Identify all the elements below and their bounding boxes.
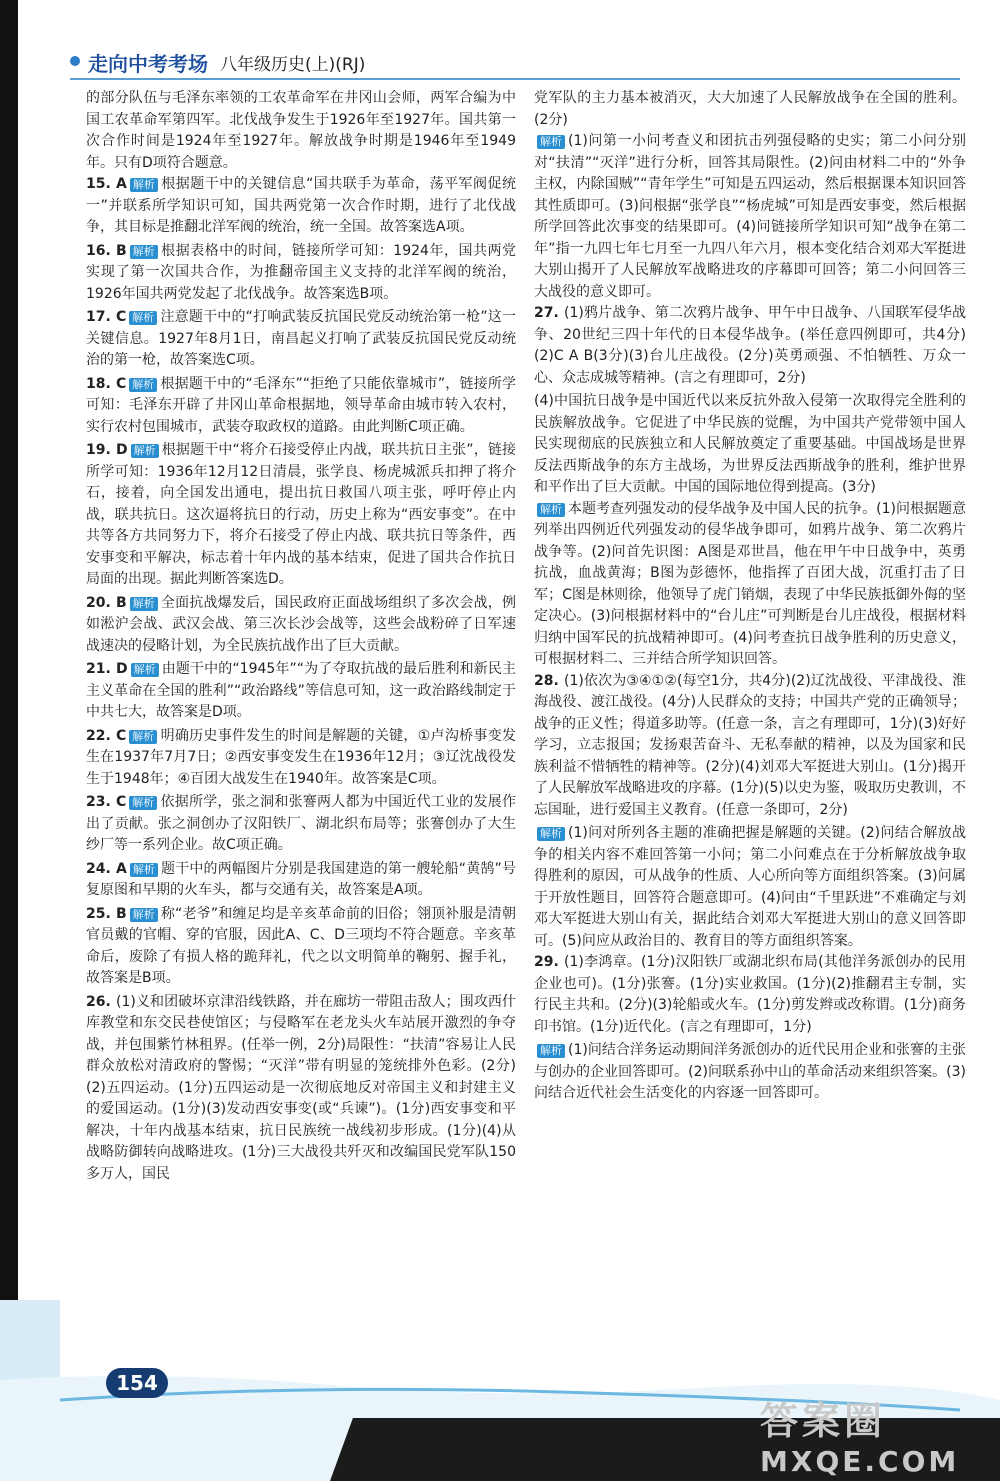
item-text: (1)义和团破坏京津沿线铁路，并在廊坊一带阻击敌人；围攻西什库教堂和东交民巷使馆区；与侵略军在老龙头火车站展开激烈的争夺战，并包围紫竹林租界。(任举一例，2分)局限性：“扶清”容易让人民群众放松对清政府的警惕；“灭洋”带有明显的笼统排外色彩。(2分)(2)五四运动。(1分)五四运动是一次彻底地反对帝国主义和封建主义的爱国运动。(1分)(3)发动西安事变(或“兵谏”)。(1分)西安事变和平解决，十年内战基本结束，抗日民族统一战线初步形成。(1分)(4)从战略防御转向战略进攻。(1分)三大战役共歼灭和改编国民党军队150多万人，国民 bbox=[86, 993, 516, 1182]
answer-letter: C bbox=[116, 375, 127, 392]
analysis-tag: 解析 bbox=[129, 378, 157, 392]
item-text: 本题考查列强发动的侵华战争及中国人民的抗争。(1)问根据题意列举出四例近代列强发动的侵华战争即可，如鸦片战争、第二次鸦片战争等。(2)问首先识图：A图是邓世昌，他在甲午中日战争中，英勇抗战，血战黄海；B图为彭德怀，他指挥了百团大战，沉重打击了日军；C图是林则徐，他领导了虎门销烟，表现了中华民族抵御外侮的坚定决心。(3)问根据材料中的“台儿庄”可判断是台儿庄战役，根据材料归纳中国军民的抗战精神即可。(4)问考查抗日战争胜利的历史意义，可根据材料二、三并结合所学知识回答。 bbox=[534, 500, 966, 667]
analysis-tag: 解析 bbox=[130, 863, 158, 877]
analysis-tag: 解析 bbox=[131, 663, 159, 677]
answer-letter: D bbox=[116, 661, 128, 677]
analysis-tag: 解析 bbox=[130, 178, 158, 192]
analysis-tag: 解析 bbox=[537, 135, 565, 149]
question-number: 19. bbox=[86, 442, 111, 458]
item-text: 党军队的主力基本被消灭，大大加速了人民解放战争在全国的胜利。(2分) bbox=[534, 90, 966, 128]
item-text: 明确历史事件发生的时间是解题的关键，①卢沟桥事变发生在1937年7月7日；②西安事变发生在1936年12月；③辽沈战役发生于1948年；④百团大战发生在1940年。故答案是C项。 bbox=[86, 727, 516, 787]
analysis-block bbox=[534, 1040, 966, 1105]
answer-letter: C bbox=[116, 309, 127, 325]
item-text: (1)问对所列各主题的准确把握是解题的关键。(2)问结合解放战争的相关内容不难回答第一小问；第二小问难点在于分析解放战争取得胜利的原因，可从战争的性质、人心所向等方面组织答案。(3)问属于开放性题目，回答符合题意即可。(4)问由“千里跃进”不难确定与刘邓大军挺进大别山有关，据此结合刘邓大军挺进大别山的意义回答即可。(5)问应从政治目的、教育目的等方面组织答案。 bbox=[534, 825, 966, 949]
question-number: 16. bbox=[86, 242, 111, 259]
text-paragraph bbox=[534, 391, 966, 499]
answer-item bbox=[86, 241, 516, 306]
page-number: 154 bbox=[106, 1368, 168, 1398]
answer-item bbox=[86, 374, 516, 439]
item-text: (1)鸦片战争、第二次鸦片战争、甲午中日战争、八国联军侵华战争、20世纪三四十年代的日本侵华战争。(举任意四例即可，共4分)(2)C A B(3分)(3)台儿庄战役。(2分)英勇顽强、不怕牺牲、万众一心、众志成城等精神。(言之有理即可，2分) bbox=[534, 305, 966, 386]
analysis-tag: 解析 bbox=[537, 827, 565, 841]
answer-item bbox=[86, 992, 516, 1186]
item-text: 依据所学，张之洞和张謇两人都为中国近代工业的发展作出了贡献。张之洞创办了汉阳铁厂、湖北织布局等；张謇创办了大生纱厂等一系列企业。故C项正确。 bbox=[86, 794, 516, 853]
answer-item bbox=[86, 726, 516, 791]
item-text: 题干中的两幅图片分别是我国建造的第一艘轮船“黄鹄”号复原图和早期的火车头，都与交通有关，故答案是A项。 bbox=[86, 860, 516, 898]
answer-item bbox=[86, 593, 516, 658]
item-text: (4)中国抗日战争是中国近代以来反抗外敌入侵第一次取得完全胜利的民族解放战争。它促进了中华民族的觉醒，为中国共产党带领中国人民实现彻底的民族独立和人民解放奠定了重要基础。中国战场是世界反法西斯战争的东方主战场，为世界反法西斯战争的胜利，维护世界和平作出了巨大贡献。中国的国际地位得到提高。(3分) bbox=[534, 393, 966, 495]
watermark-line-1: 答案圈 bbox=[760, 1399, 887, 1443]
item-text: (1)李鸿章。(1分)汉阳铁厂或湖北织布局(其他洋务派创办的民用企业也可)。(1分)张謇。(1分)实业救国。(1分)(2)推翻君主专制，实行民主共和。(2分)(3)轮船或火车。(1分)剪发辫或改称谓。(1分)商务印书馆。(1分)近代化。(言之有理即可，1分) bbox=[534, 954, 966, 1035]
answer-letter: B bbox=[116, 905, 127, 922]
analysis-tag: 解析 bbox=[130, 597, 158, 611]
analysis-tag: 解析 bbox=[537, 503, 565, 517]
analysis-tag: 解析 bbox=[130, 908, 158, 922]
answer-item bbox=[86, 904, 516, 990]
answer-item bbox=[86, 440, 516, 591]
answer-letter: C bbox=[116, 727, 127, 744]
answer-item bbox=[86, 174, 516, 239]
question-number: 29. bbox=[534, 954, 559, 970]
text-paragraph bbox=[86, 88, 516, 174]
answer-letter: A bbox=[116, 176, 127, 192]
site-watermark bbox=[760, 1390, 990, 1476]
analysis-tag: 解析 bbox=[131, 444, 159, 458]
answer-letter: B bbox=[116, 594, 127, 611]
item-text: 称“老爷”和缠足均是辛亥革命前的旧俗；翎顶补服是清朝官员戴的官帽、穿的官服，因此A、C、D三项均不符合题意。辛亥革命后，废除了有损人格的跪拜礼，代之以文明简单的鞠躬、握手礼，故答案是B项。 bbox=[86, 905, 516, 986]
page-edge-shadow bbox=[0, 0, 18, 1481]
watermark-line-2: MXQE.COM bbox=[760, 1445, 960, 1478]
answer-item bbox=[534, 952, 966, 1038]
answer-item bbox=[86, 859, 516, 902]
right-column bbox=[534, 88, 966, 1105]
analysis-tag: 解析 bbox=[129, 730, 157, 744]
item-text: (1)问第一小问考查义和团抗击列强侵略的史实；第二小问分别对“扶清”“灭洋”进行分析，回答其局限性。(2)问由材料二中的“外争主权，内除国贼”“青年学生”可知是五四运动，然后根据课本知识回答其性质即可。(3)问根据“张学良”“杨虎城”可知是西安事变，然后根据所学回答此次事变的结果即可。(4)问链接所学知识可知“战争在第二年”指一九四七年七月至一九四八年六月，根本变化结合刘邓大军挺进大别山揭开了人民解放军战略进攻的序幕即可回答；第二小问回答三大战役的意义即可。 bbox=[534, 133, 966, 300]
answer-item bbox=[534, 303, 966, 389]
question-number: 23. bbox=[86, 794, 111, 810]
item-text: 注意题干中的“打响武装反抗国民党反动统治第一枪”这一关键信息。1927年8月1日，南昌起义打响了武装反抗国民党反动统治的第一枪，故答案选C项。 bbox=[86, 309, 516, 368]
item-text: 由题干中的“1945年”“为了夺取抗战的最后胜利和新民主主义革命在全国的胜利”“政治路线”等信息可知，这一政治路线制定于中共七大，故答案是D项。 bbox=[86, 661, 516, 720]
item-text: (1)问结合洋务运动期间洋务派创办的近代民用企业和张謇的主张与创办的企业回答即可。(2)问联系孙中山的革命活动来组织答案。(3)问结合近代社会生活变化的内容逐一回答即可。 bbox=[534, 1042, 966, 1101]
question-number: 17. bbox=[86, 309, 111, 325]
item-text: 根据题干中的关键信息“国共联手为革命，荡平军阀促统一”并联系所学知识可知，国共两党第一次合作时期，进行了北伐战争，其目标是推翻北洋军阀的统治，统一全国。故答案选A项。 bbox=[86, 176, 516, 235]
question-number: 18. bbox=[86, 375, 111, 392]
question-number: 22. bbox=[86, 727, 111, 744]
question-number: 26. bbox=[86, 993, 111, 1010]
series-title: 走向中考考场 bbox=[88, 52, 208, 76]
analysis-block bbox=[534, 131, 966, 303]
answer-letter: C bbox=[116, 794, 127, 810]
item-text: 根据表格中的时间，链接所学可知：1924年，国共两党实现了第一次国共合作，为推翻帝国主义支持的北洋军阀的统治，1926年国共两党发起了北伐战争。故答案选B项。 bbox=[86, 242, 516, 302]
answer-item bbox=[534, 671, 966, 822]
item-text: (1)依次为③④①②(每空1分，共4分)(2)辽沈战役、平津战役、淮海战役、渡江战役。(4分)人民群众的支持；中国共产党的正确领导；战争的正义性；得道多助等。(任意一条，言之有理即可，1分)(3)好好学习，立志报国；发扬艰苦奋斗、无私奉献的精神，以及为国家和民族利益不惜牺牲的精神等。(2分)(4)刘邓大军挺进大别山。(1分)揭开了人民解放军战略进攻的序幕。(1分)(5)以史为鉴，吸取历史教训，不忘国耻，进行爱国主义教育。(任意一条即可，2分) bbox=[534, 672, 966, 818]
question-number: 27. bbox=[534, 305, 559, 321]
analysis-tag: 解析 bbox=[130, 245, 158, 259]
analysis-tag: 解析 bbox=[537, 1044, 565, 1058]
left-column bbox=[86, 88, 516, 1187]
answer-letter: A bbox=[116, 860, 127, 877]
question-number: 15. bbox=[86, 176, 111, 192]
question-number: 21. bbox=[86, 661, 111, 677]
page-header bbox=[70, 48, 960, 80]
book-title: 八年级历史(上)(RJ) bbox=[220, 55, 366, 75]
answer-letter: B bbox=[116, 242, 127, 259]
analysis-block bbox=[534, 499, 966, 671]
question-number: 28. bbox=[534, 672, 559, 689]
item-text: 全面抗战爆发后，国民政府正面战场组织了多次会战，例如淞沪会战、武汉会战、第三次长沙会战等，这些会战粉碎了日军速战速决的侵略计划，为全民族抗战作出了巨大贡献。 bbox=[86, 594, 516, 654]
header-bullet-icon bbox=[70, 56, 80, 66]
analysis-tag: 解析 bbox=[129, 796, 157, 810]
item-text: 根据题干中“将介石接受停止内战，联共抗日主张”，链接所学可知：1936年12月12日清晨，张学良、杨虎城派兵扣押了将介石，接着，向全国发出通电，提出抗日救国八项主张，呼吁停止内战，联共抗日。这次逼将抗日的行动，历史上称为“西安事变”。在中共等各方共同努力下，将介石接受了停止内战、联共抗日等条件，西安事变和平解决，标志着十年内战的基本结束，促进了国共合作抗日局面的出现。据此判断答案选D。 bbox=[86, 442, 516, 587]
question-number: 24. bbox=[86, 860, 111, 877]
answer-item bbox=[86, 792, 516, 857]
question-number: 20. bbox=[86, 594, 111, 611]
answer-letter: D bbox=[116, 442, 128, 458]
answer-item bbox=[86, 307, 516, 372]
answer-item bbox=[86, 659, 516, 724]
question-number: 25. bbox=[86, 905, 111, 922]
item-text: 根据题干中的“毛泽东”“拒绝了只能依靠城市”，链接所学可知：毛泽东开辟了井冈山革命根据地，领导革命由城市转入农村，实行农村包围城市，武装夺取政权的道路。由此判断C项正确。 bbox=[86, 375, 516, 435]
text-paragraph bbox=[534, 88, 966, 131]
item-text: 的部分队伍与毛泽东率领的工农革命军在井冈山会师，两军合编为中国工农革命军第四军。北伐战争发生于1926年至1927年。国共第一次合作时间是1924年至1927年。解放战争时期是1946年至1949年。只有D项符合题意。 bbox=[86, 90, 516, 171]
analysis-tag: 解析 bbox=[129, 311, 157, 325]
analysis-block bbox=[534, 823, 966, 952]
